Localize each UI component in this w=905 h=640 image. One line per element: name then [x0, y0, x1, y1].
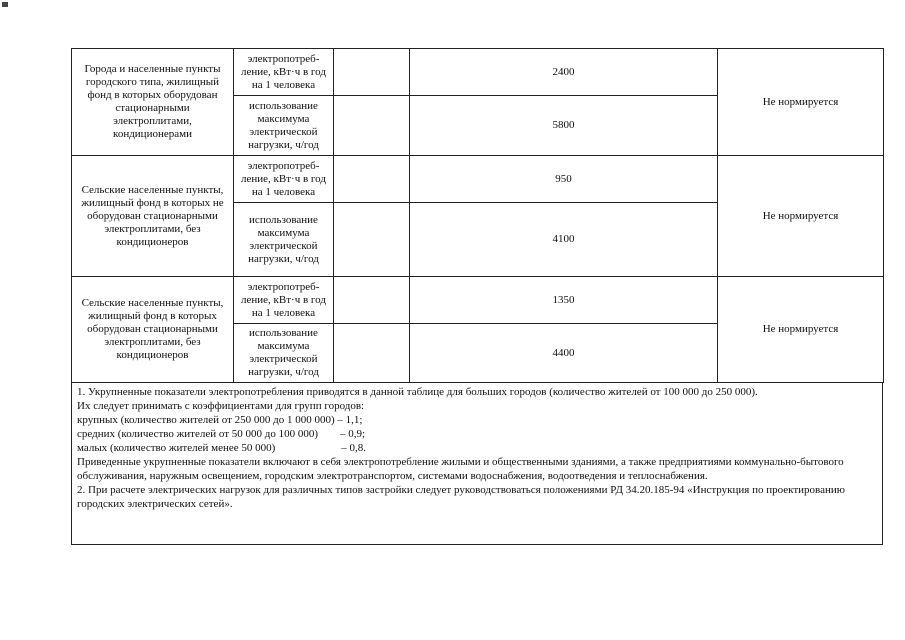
settlement-type-cell: Города и населенные пункты городского типа, жилищный фонд в которых оборудован стационарными электроплитами, кондиционерами: [72, 49, 234, 156]
value-cell: 4100: [410, 203, 718, 277]
empty-cell: [334, 203, 410, 277]
note-coefficients-intro: Их следует принимать с коэффициентами для групп городов:: [77, 400, 365, 412]
value-cell: 4400: [410, 324, 718, 383]
scan-artifact-mark: [2, 2, 8, 7]
table-row: [72, 156, 884, 203]
table-notes: [71, 383, 883, 545]
coef-large-cities: [77, 413, 878, 427]
indicator-cell: электропотреб-ление, кВт·ч в год на 1 человека: [234, 156, 334, 203]
coef-label: средних (количество жителей от 50 000 до 100 000): [77, 428, 319, 440]
table-row: [72, 277, 884, 324]
table-row: [72, 49, 884, 96]
indicator-cell: использование максимума электрической нагрузки, ч/год: [234, 96, 334, 156]
indicator-cell: использование максимума электрической нагрузки, ч/год: [234, 324, 334, 383]
empty-cell: [334, 49, 410, 96]
norm-cell: Не нормируется: [718, 277, 884, 383]
value-cell: 950: [410, 156, 718, 203]
coef-small-cities: [77, 441, 878, 455]
indicator-cell: использование максимума электрической нагрузки, ч/год: [234, 203, 334, 277]
value-cell: 1350: [410, 277, 718, 324]
document-page: [71, 48, 883, 545]
coef-value: – 0,9;: [340, 428, 366, 440]
power-consumption-table: [71, 48, 884, 383]
coef-label: малых (количество жителей менее 50 000): [77, 442, 276, 454]
coef-label: крупных (количество жителей от 250 000 до 1 000 000): [77, 414, 335, 426]
note-2-paragraph: 2. При расчете электрических нагрузок для различных типов застройки следует руководствоваться положениями РД 34.20.185-94 «Инструкция по проектированию городских электрических сетей».: [77, 484, 845, 510]
coef-medium-cities: [77, 427, 878, 441]
coef-value: – 0,8.: [341, 442, 367, 454]
settlement-type-cell: Сельские населенные пункты, жилищный фонд в которых не оборудован стационарными электроплитами, без кондиционеров: [72, 156, 234, 277]
settlement-type-cell: Сельские населенные пункты, жилищный фонд в которых оборудован стационарными электроплитами, без кондиционеров: [72, 277, 234, 383]
empty-cell: [334, 156, 410, 203]
note-1-line: 1. Укрупненные показатели электропотребления приводятся в данной таблице для больших городов (количество жителей от 100 000 до 250 000).: [77, 386, 758, 398]
empty-cell: [334, 324, 410, 383]
empty-cell: [334, 277, 410, 324]
indicator-cell: электропотреб-ление, кВт·ч в год на 1 человека: [234, 49, 334, 96]
value-cell: 2400: [410, 49, 718, 96]
norm-cell: Не нормируется: [718, 156, 884, 277]
note-1-paragraph-2: Приведенные укрупненные показатели включают в себя электропотребление жилыми и общественными зданиями, а также предприятиями коммунально-бытового обслуживания, наружным освещением, городским электротранспортом, системами водоснабжения, водоотведения и теплоснабжения.: [77, 456, 844, 482]
indicator-cell: электропотреб-ление, кВт·ч в год на 1 человека: [234, 277, 334, 324]
coef-value: – 1,1;: [337, 414, 363, 426]
value-cell: 5800: [410, 96, 718, 156]
norm-cell: Не нормируется: [718, 49, 884, 156]
empty-cell: [334, 96, 410, 156]
